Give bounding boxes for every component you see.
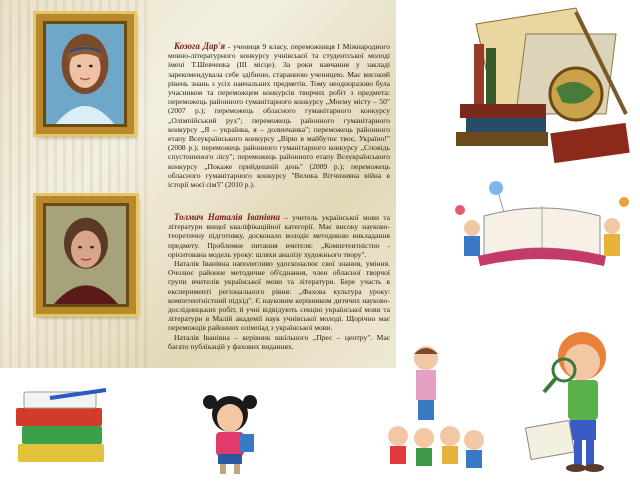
student-name: Козога Дар'я [174, 41, 226, 51]
teacher-bio-paragraph-2: Наталія Іванівна наполегливо удосконалює свої знання, уміння. Очолює районне методичне об'єднання, член обласної творчої групи вчителів української мови та літератури. Бере участь в експерименті регіонального рівня: „Фахова культура уроку: компетентністний підхід". Є науковим керівником дитячих науково-дослідницьких робіт, й учні відвідують секцію української мови та літератури в Малій академії наук учнівської молоді. Щорічно має переможців районних олімпіад з української мови. [168, 259, 390, 333]
student-bio: - учениця 9 класу, переможниця I Міжнародного мовно-літературного конкурсу учнівської та студентської молоді імені Т.Шевченка (III місце). За роки навчання у закладі зарекомендувала себе здібною, старанною ученицею. Має високий рівень знань з усіх навчальних предметів. Тому неодноразово була учасником та переможцем конкурсів творчих робіт з предмета: переможець районного гуманітарного конкурсу „Моєму місту – 50" (2007 р.); переможець обласного гуманітарного конкурсу „Олімпійський рух"; переможець районного гуманітарного конкурсу „Я – українка, я – долинчанка"; переможець районного етапу Всеукраїнського конкурсу „Вірю в майбутнє твоє, Україно!" (2008 р.); переможець районного гуманітарного конкурсу „Сповідь спустошеного лісу"; переможець районного етапу Всеукраїнського конкурсу „Покаже прийдешній день" (2009 р.); переможець обласного гуманітарного конкурсу "Велика Вітчизняна війна в історії моєї сім'ї" (2010 р.). [168, 42, 390, 190]
boy-magnifier-illustration [524, 320, 636, 472]
student-photo [46, 24, 124, 124]
girl-backpack-illustration [190, 388, 270, 476]
teacher-bio-paragraph-3: Наталія Іванівна – керівник шкільного „Прес – центру". Має багато публікацій у фахових виданнях. [168, 332, 390, 351]
bio-text-1 [168, 42, 390, 189]
teacher-name: Толмач Наталія Іванівна [174, 212, 281, 222]
teacher-photo [46, 206, 126, 304]
open-book-kids-illustration [454, 180, 630, 276]
bio-text-2 [168, 213, 390, 351]
books-globe-illustration [456, 4, 632, 168]
teacher-bio-intro: – учитель української мови та літератури вищої кваліфікаційної категорії. Має високу науково-теоретичну підготовку, досконало володіє методикою викладання предмету. Проблемне питання вчителя: „Компетентністно - орієнтована модель уроку: шляхи аналізу художнього твору". [168, 213, 390, 259]
bio-paragraph-1 [168, 42, 390, 189]
kids-group-illustration [380, 340, 492, 476]
book-stack-illustration [10, 388, 114, 472]
portrait-frame-1 [36, 14, 134, 134]
teacher-bio-paragraph [168, 213, 390, 259]
portrait-frame-2 [36, 196, 136, 314]
